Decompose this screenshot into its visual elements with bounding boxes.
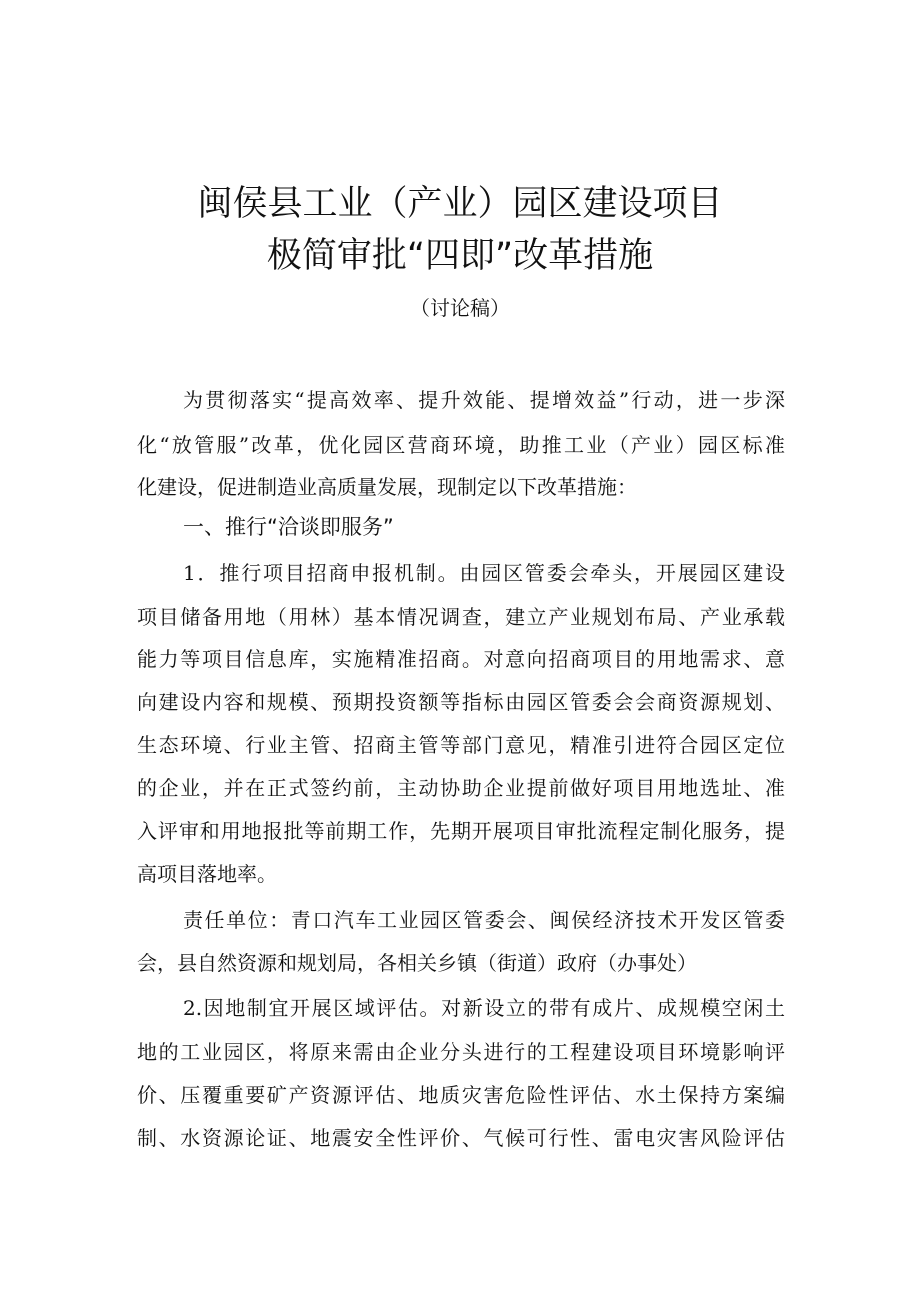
responsibility-line: 会，县自然资源和规划局，各相关乡镇（街道）政府（办事处） — [137, 951, 697, 975]
intro-line: 化“放管服”改革，优化园区营商环境，助推工业（产业）园区标准 — [137, 433, 785, 457]
item2-line: 价、压覆重要矿产资源评估、地质灾害危险性评估、水土保持方案编 — [137, 1083, 785, 1107]
item1-line: 向建设内容和规模、预期投资额等指标由园区管委会会商资源规划、 — [137, 690, 785, 714]
item1-line: 能力等项目信息库，实施精准招商。对意向招商项目的用地需求、意 — [137, 647, 785, 671]
item2-line: 地的工业园区，将原来需由企业分头进行的工程建设项目环境影响评 — [137, 1040, 785, 1064]
document-title-line-1: 闽侯县工业（产业）园区建设项目 — [197, 184, 723, 224]
intro-line: 化建设，促进制造业高质量发展，现制定以下改革措施： — [137, 475, 637, 499]
item1-line: 的企业，并在正式签约前，主动协助企业提前做好项目用地选址、准 — [137, 776, 785, 800]
item1-line: 项目储备用地（用林）基本情况调查，建立产业规划布局、产业承载 — [137, 605, 785, 629]
responsibility-line: 责任单位：青口汽车工业园区管委会、闽侯经济技术开发区管委 — [183, 908, 785, 932]
item1-line: 1．推行项目招商申报机制。由园区管委会牵头，开展园区建设 — [183, 561, 785, 585]
document-title-line-2: 极简审批“四即”改革措施 — [266, 236, 654, 276]
section-heading: 一、推行“洽谈即服务” — [183, 515, 394, 539]
item2-line: 制、水资源论证、地震安全性评价、气候可行性、雷电灾害风险评估 — [137, 1126, 785, 1150]
item1-line: 高项目落地率。 — [137, 862, 277, 886]
document-subtitle: （讨论稿） — [410, 296, 510, 320]
item2-line: 2.因地制宜开展区域评估。对新设立的带有成片、成规模空闲土 — [183, 996, 785, 1020]
item1-line: 生态环境、行业主管、招商主管等部门意见，精准引进符合园区定位 — [137, 733, 785, 757]
item1-line: 入评审和用地报批等前期工作，先期开展项目审批流程定制化服务，提 — [137, 819, 785, 843]
intro-line: 为贯彻落实“提高效率、提升效能、提增效益”行动，进一步深 — [183, 388, 785, 412]
